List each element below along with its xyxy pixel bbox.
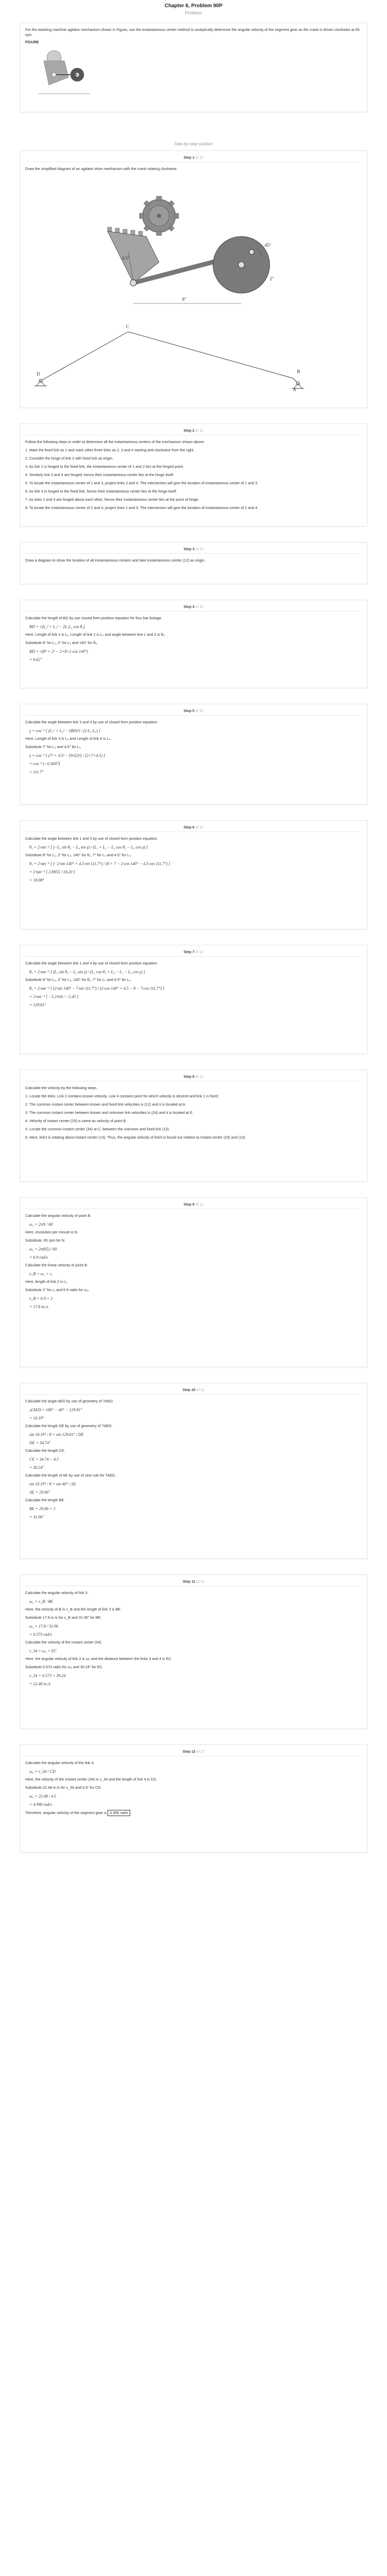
step-2-card: Step 2 of 12 Follow the following steps in order to determine all the instantaneous centers of the mechanism shown above: 1. Mark the fixed link as 1 and mark other three links as 2, 3 and 4 starting anti-clockwise from the right. 2. Consider the hinge of link 2 with fixed link as origin. 3. As link 2 is hinged to the fixed link, the instantaneous center of 1 and 2 lies at the hinged point. 4. Similarly link 3 and 4 are hinged; hence their instantaneous center lies at the hinge itself. 5. To locate the instantaneous center of 1 and 3, project links 2 and 4. The intersection will give the location of instantaneous center of 1 and 3. 6. As link 4 is hinged to the fixed link, hence their instantaneous center lies at the hinge itself. 7. As links 2 and 3 are hinged about each other, hence their instantaneous center lies at the point of hinge. 8. To locate the instantaneous center of 2 and 4, project links 1 and 3. The intersection will give the location of instantaneous center of 2 and 4. (20, 423, 367, 527)
svg-text:C: C (126, 324, 130, 329)
step-6-card: Step 6 of 12 Calculate the angle between link 1 and 3 by use of closed form position equation. θ₃ = 2·tan⁻¹ [ (−L₂ sin θ₂ − L₄ sin γ) / (L₁ + L₃ − L₂ cos θ₂ − L₄ cos γ) ] Substitute 8" for L₁, 2" for L₂, 140° for θ₂, 7" for L₃ and 4.5" for L₄. θ₃ = 2·tan⁻¹ [ (−2·sin 140° + 4.5·sin 111.7°) / (8 + 7 − 2·cos 140° − 4.5·cos 111.7°) ] = 2·tan⁻¹ [ 2.8955 / 18.20 ] = 18.08° (20, 820, 367, 929)
step-text: Draw the simplified diagram of an agitator drive mechanism with the crank rotating clockwise. (25, 166, 178, 171)
step-5-card: Step 5 of 12 Calculate the angle between link 3 and 4 by use of closed form position equation. γ = cos⁻¹ [ (L₃² + L₄² − (BD)²) / (2·L₃·L₄) ] Here, Length of link 3 is L₃ and Length of link 4 is L₄. Substitute 7" for L₃ and 4.5" for L₄. γ = cos⁻¹ [ (7² + 4.5² − (9.62)²) / (2×7×4.5) ] = cos⁻¹ (−0.3697) = 111.7° (20, 704, 367, 805)
svg-text:A: A (293, 387, 296, 392)
step-3-card: Step 3 of 12 Draw a diagram to show the location of all instantaneous centers and take instantaneous center (12) as origin. (20, 542, 367, 584)
step-11-card: Step 11 of 12 Calculate the angular velocity of link 3. ω₃ = v_B / BE Here, the velocity of B is v_B and the length of link 3 is BE. Substitute 17.8 in./s for v_B and 31.06" for BE. ω₃ = 17.8 / 31.06 = 0.573 rad/s Calculate the velocity of the instant center (34). v_34 = ω₃ × EC Here, the angular velocity of link 3 is ω₃ and the distance between the links 3 and 4 is EC. Substitute 0.573 rad/s for ω₃ and 30.24" for EC. v_34 = 0.573 × 39.24 = 22.48 in./s (20, 1574, 367, 1729)
agitator-diagram (25, 175, 363, 401)
chapter-title: Chapter 6, Problem 90P (164, 3, 223, 9)
final-answer-line: Therefore, angular velocity of the segment gear is 4.996 rad/s (25, 1810, 362, 1816)
solution-label: Step-by-step solution (174, 142, 213, 146)
problem-card (20, 23, 367, 112)
step-4-card: Step 4 of 12 Calculate the length of BD by use closed form position equation for four bar linkage. BD = √(L₁² + L₂² − 2L₁L₂ cos θ₂) Here, Length of link 1 is L₁, Length of link 2 is L₂ and angle between line 1 and 2 is θ₂. Substitute 8" for L₁, 2" for L₂ and 140° for θ₂. BD = √(8² + 2² − 2×8×2 cos 140°) = 9.62" (20, 600, 367, 688)
gear-icon (139, 196, 179, 235)
svg-text:8": 8" (182, 297, 187, 302)
final-answer-box: 4.996 rad/s (108, 1810, 130, 1816)
step-9-card: Step 9 of 12 Calculate the angular velocity of point B. ω₂ = 2πN / 60 Here, revolution per minute is N. Substitute, 65 rpm for N. ω₂ = 2π(65) / 60 = 6.9 rad/s Calculate the linear velocity of point B. v_B = ω₂ × r₂ Here, length of link 2 is r₂. Substitute 2" for r₂ and 6.9 rad/s for ω₂. v_B = 6.9 × 2 = 17.8 in./s (20, 1197, 367, 1367)
svg-text:2": 2" (270, 276, 274, 281)
step-10-card: Step 10 of 12 Calculate the angle AED by use of geometry of ?AED. ∠AED = 180° − 40° − 129.81° = 10.19° Calculate the length DE by use of geometry of ?AED. sin 10.19° / 8 = sin 129.81° / DE DE = 34.74" Calculate the length CE. CE = 34.74 − 4.5 = 30.24" Calculate the length of AE by use of sine rule for ?AED. sin 10.19° / 8 = sin 40° / AE AE = 29.06" Calculate the length BE. BE = 29.06 + 2 = 31.06" (20, 1383, 367, 1559)
step-12-card: Step 12 of 12 Calculate the angular velocity of the link 4. ω₄ = v_34 / CD Here, the velocity of the instant center (34) is v_34 and the length of link 4 is CD. Substitute 22.48 in./s for v_34 and 4.5" for CD. ω₄ = 22.48 / 4.5 = 4.996 rad/s Therefore, angular velocity of the segment gear is 4.996 rad/s (20, 1744, 367, 1853)
step-7-card: Step 7 of 12 Calculate the angle between link 1 and 4 by use of closed form position equation. θ₄ = 2·tan⁻¹ [ (L₂ sin θ₂ − L₃ sin γ) / (L₂ cos θ₂ + L₄ − L₁ − L₃ cos γ) ] Substitute 8" for L₁, 2" for L₂, 140° for θ₂, 7" for L₃ and 4.5" for L₄. θ₄ = 2·tan⁻¹ [ (2·sin 140° − 7·sin 111.7°) / (2·cos 140° + 4.5 − 8 − 7·cos 111.7°) ] = 2·tan⁻¹ [ −5.2164 / −2.45 ] = 129.81° (20, 945, 367, 1054)
svg-text:B: B (297, 369, 301, 374)
step-1-card (20, 150, 367, 408)
svg-text:4.5": 4.5" (122, 256, 130, 261)
step-header: Step 1 of 12 (183, 156, 204, 160)
svg-text:D: D (37, 371, 40, 377)
svg-text:45°: 45° (265, 243, 271, 248)
problem-text: For the washing machine agitator mechanism shown in Figure, use the instantaneous center method to analytically determine the angular velocity of the segment gear as the crank is driven clockwise at 65 rpm. (25, 27, 360, 37)
step-8-card: Step 8 of 12 Calculate the velocity by the following steps. 1. Locate the links. Link 2 contains known velocity. Link 4 contains point for which velocity is desired and link 1 is fixed. 2. The common instant center between known and fixed link velocities is (12) and it is located at A. 3. The common instant center between known and unknown link velocities is (24) and it is located at E. 4. Velocity of instant center (23) is same as velocity of point B. 5. Locate the common instant center (34) at C, between the unknown and fixed link (13). 6. Here, link3 is rotating about instant center (13). Thus, the angular velocity of link3 is found out relative to instant center (23) and (13). (20, 1070, 367, 1182)
problem-label: Problem (185, 10, 202, 15)
problem-figure (28, 46, 105, 98)
figure-label: FIGURE (25, 41, 39, 44)
